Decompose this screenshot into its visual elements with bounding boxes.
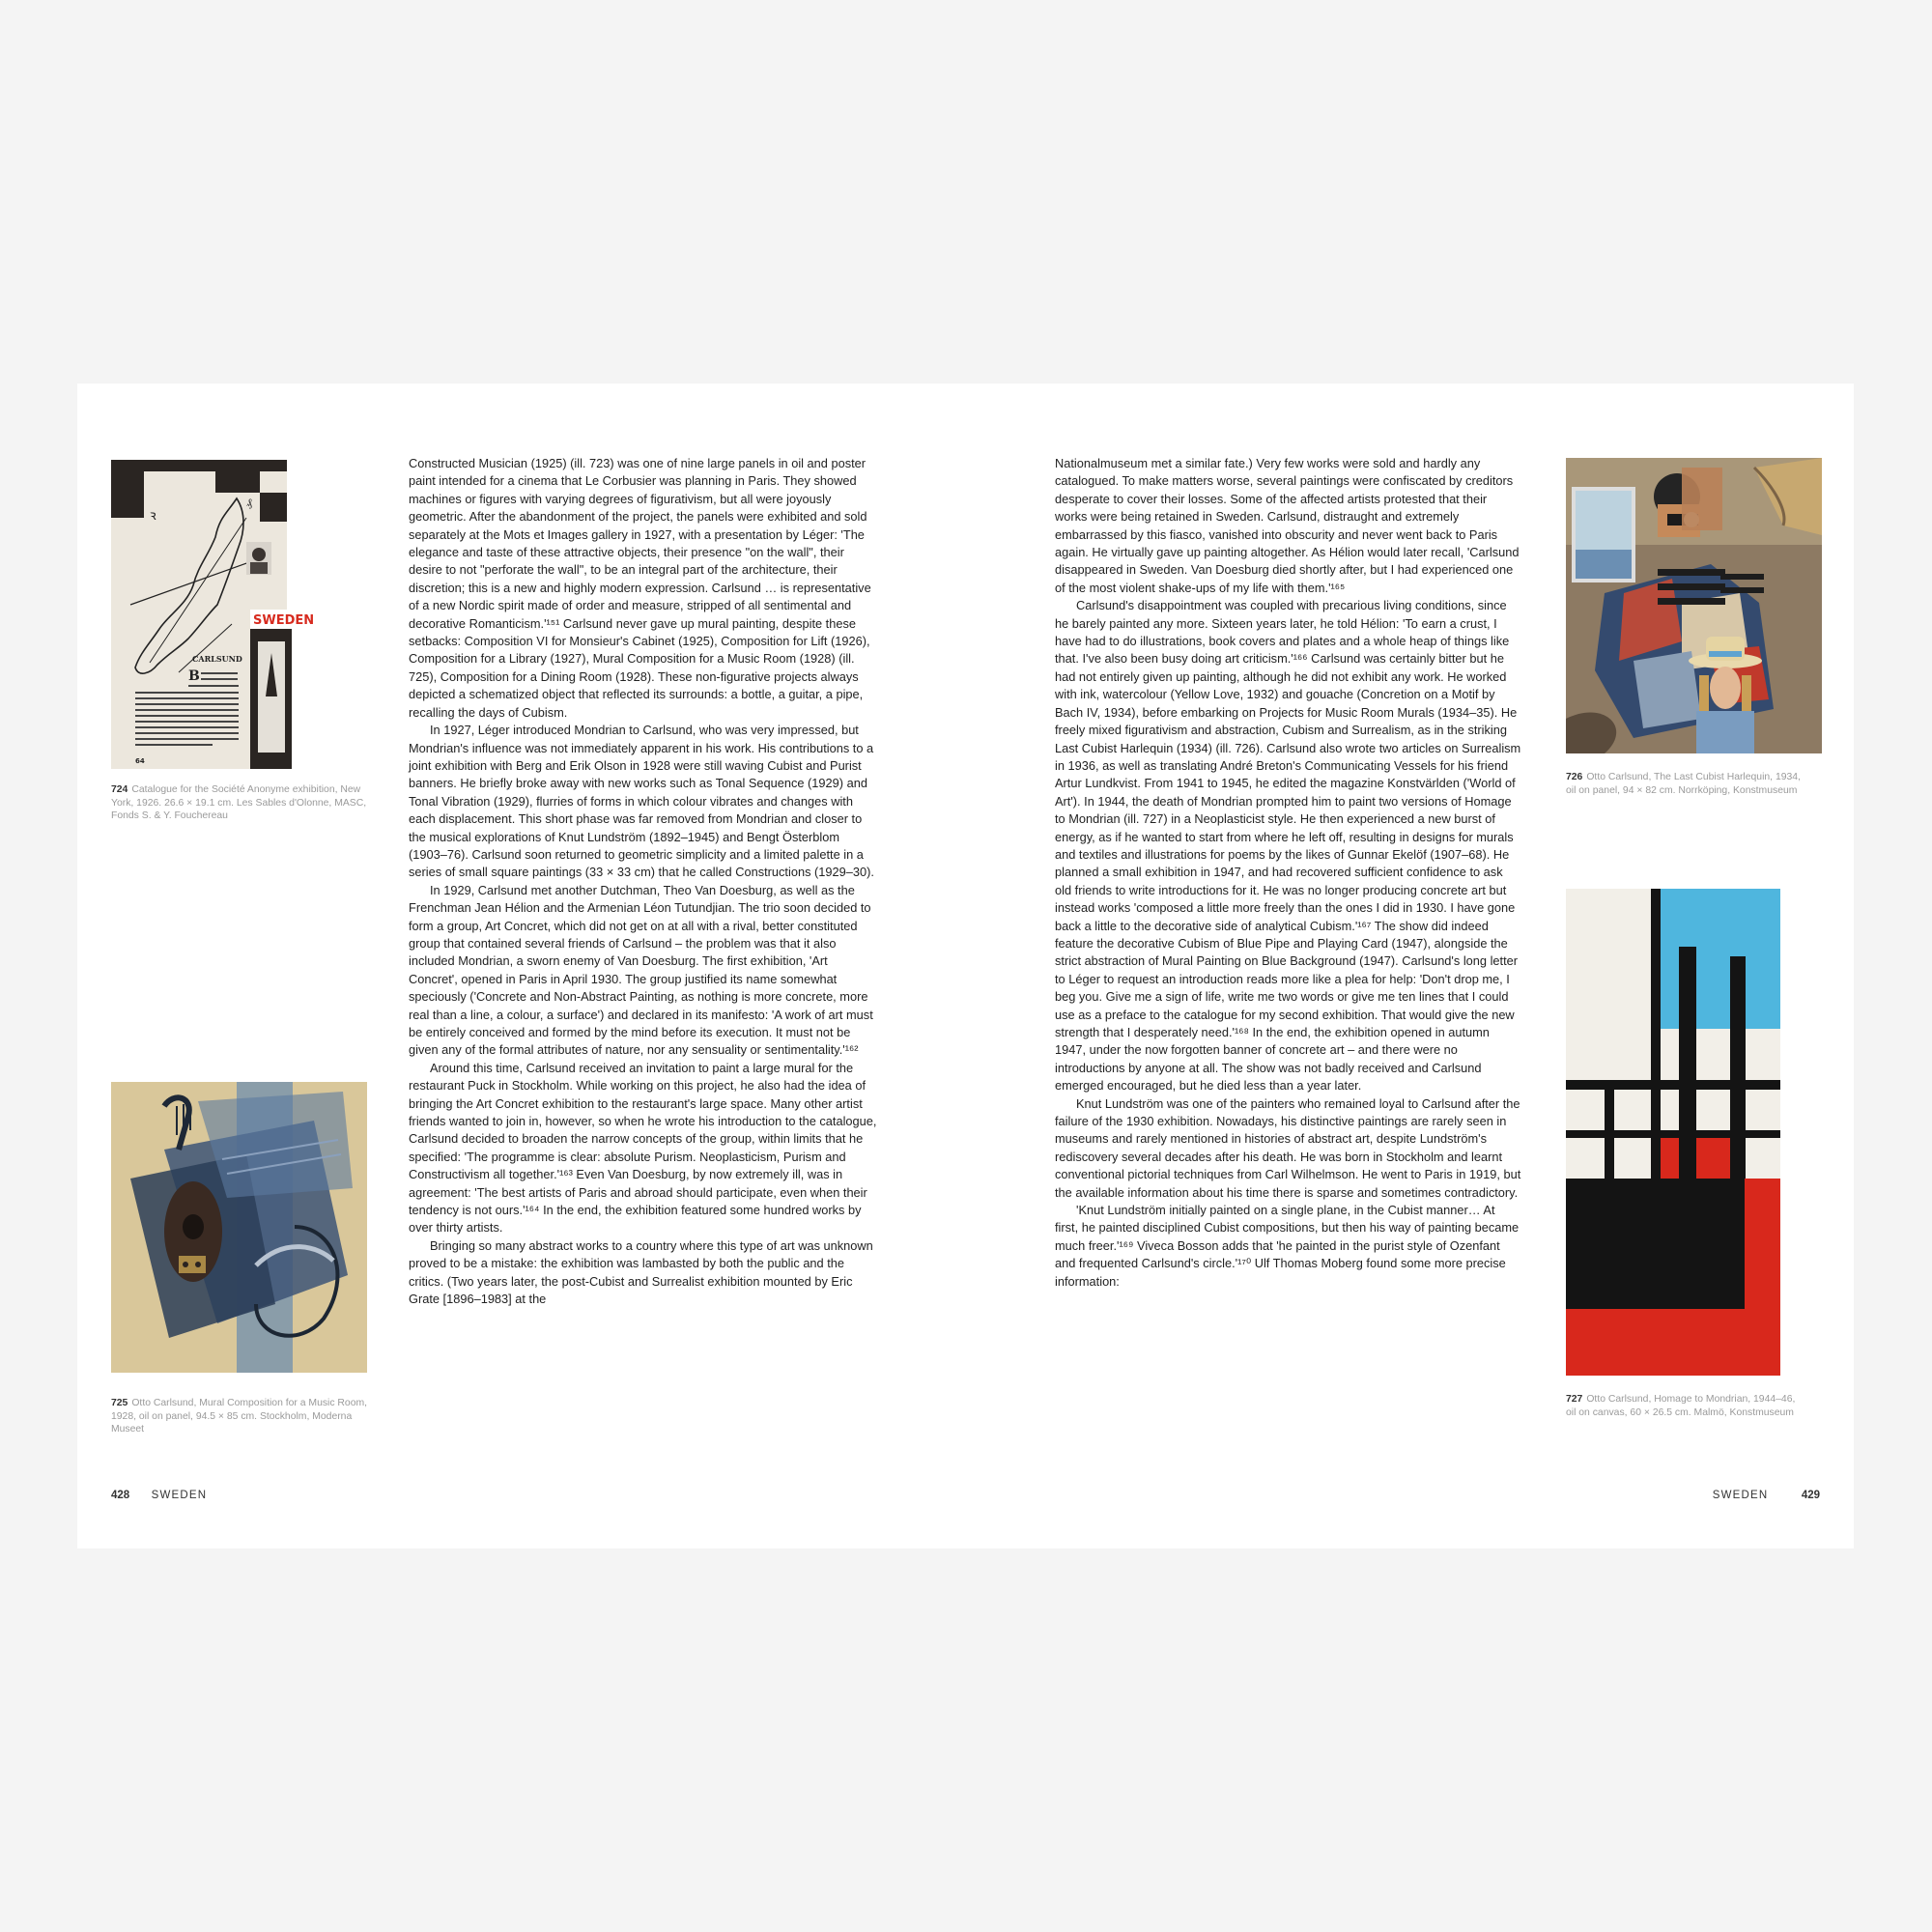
caption-text: Otto Carlsund, The Last Cubist Harlequin, 1934, oil on panel, 94 × 82 cm. Norrköping, Konstmuseum [1566, 772, 1801, 796]
section-name: SWEDEN [1712, 1490, 1769, 1501]
svg-text:₰: ₰ [246, 496, 252, 509]
paragraph: In 1929, Carlsund met another Dutchman, Theo Van Doesburg, as well as the Frenchman Jean Hélion and the Armenian Léon Tutundjian. The trio soon decided to form a group, Art Concret, which did not get on at all with a rival, better constituted group that contained several friends of Carlsund – the problem was that it also included Mondrian, a sworn enemy of Van Doesburg. The first exhibition, 'Art Concret', opened in Paris in April 1930. The group justified its name somewhat speciously ('Concrete and Non-Abstract Painting, as nothing is more concrete, more real than a line, a colour, a surface') and declared in its manifesto: 'A work of art must be entirely conceived and formed by the mind before its execution. It must not be given any of the formal attributes of nature, nor any sensuality or sentimentality.'¹⁶² [409, 882, 873, 1058]
paragraph: 'Knut Lundström initially painted on a single plane, in the Cubist manner… At first, he painted disciplined Cubist compositions, but then his way of painting became much freer.'¹⁶⁹ Viveca Bosson adds that 'he painted in the purist style of Ozenfant and frequented Carlsund's circle.'¹⁷⁰ Ulf Thomas Moberg found some more precise information: [1055, 1203, 1520, 1289]
catalogue-label: CARLSUND [192, 654, 242, 664]
image-724-catalogue [111, 460, 315, 769]
caption-number: 724 [111, 784, 128, 795]
left-folio [111, 1490, 207, 1501]
paragraph: Nationalmuseum met a similar fate.) Very few works were sold and hardly any catalogued. To make matters worse, several paintings were confiscated by creditors desperate to cover their losses. Some of the affected artists protested that their works were being retained in Sweden. Carlsund, distraught and extremely embarrassed by this fiasco, vanished into obscurity and never went back to Paris again. He virtually gave up painting altogether. As Hélion would later recall, 'Carlsund disappeared in Sweden. Van Doesburg died shortly after, but I had experienced one of the most violent shake-ups of my life with them.'¹⁶⁵ [1055, 456, 1520, 595]
paragraph: Constructed Musician (1925) (ill. 723) was one of nine large panels in oil and poster paint intended for a cinema that Le Corbusier was planning in Paris. They showed machines or figures with varying degrees of figurativism, but all were joyously geometric. After the abandonment of the project, the panels were exhibited and sold separately at the Mots et Images gallery in 1927, with a presentation by Léger: 'The elegance and taste of these attractive objects, their presence "on the wall", their desire to not "perforate the wall", to be an integral part of the architecture, their discretion; this is a new and highly modern expression. Carlsund … is representative of a new Nordic spirit made of order and measure, stripped of all sentimental and decorative Romanticism.'¹⁵¹ Carlsund never gave up mural painting, despite these setbacks: Composition VI for Monsieur's Cabinet (1925), Composition for Lift (1926), Composition for a Library (1927), Mural Composition for a Music Room (1928) (ill. 725), Composition for a Dining Room (1928). These non-figurative projects always depicted a schematized object that reflected its surrounds: a bottle, a guitar, a pipe, recalling the days of Cubism. [409, 456, 871, 720]
svg-text:B: B [188, 668, 200, 684]
paragraph: Bringing so many abstract works to a country where this type of art was unknown proved to be a mistake: the exhibition was lambasted by both the public and the critics. (Two years later, the post-Cubist and Surrealist exhibition mounted by Eric Grate [1896–1983] at the [409, 1237, 873, 1307]
svg-text:ꝛ: ꝛ [150, 508, 156, 524]
paragraph: Knut Lundström was one of the painters who remained loyal to Carlsund after the failure of the 1930 exhibition. Nowadays, his distinctive paintings are rarely seen in museums and rarely mentioned in histories of abstract art, despite Lundström's rediscovery several decades after his death. He was born in Stockholm and learnt conventional pictorial techniques from Carl Wilhelmson. He went to Paris in 1919, but the available information about his time there is sparse and sometimes contradictory. [1055, 1095, 1521, 1200]
caption-725 [111, 1397, 370, 1436]
caption-number: 727 [1566, 1394, 1583, 1405]
book-spread [77, 384, 1854, 1548]
caption-text: Otto Carlsund, Homage to Mondrian, 1944–46, oil on canvas, 60 × 26.5 cm. Malmö, Konstmuseum [1566, 1394, 1796, 1418]
caption-number: 726 [1566, 772, 1583, 782]
caption-726 [1566, 771, 1803, 797]
caption-number: 725 [111, 1398, 128, 1408]
page-number: 429 [1801, 1490, 1820, 1501]
catalogue-page-number: 64 [135, 757, 145, 765]
caption-724 [111, 783, 370, 823]
right-text-column [1055, 455, 1521, 1291]
image-725-mural-composition [111, 1082, 367, 1373]
image-727-homage-to-mondrian [1566, 889, 1780, 1376]
right-folio [1713, 1490, 1820, 1501]
catalogue-heading: SWEDEN [253, 613, 315, 628]
image-726-last-cubist-harlequin [1566, 458, 1822, 753]
caption-text: Catalogue for the Société Anonyme exhibition, New York, 1926. 26.6 × 19.1 cm. Les Sables d'Olonne, MASC, Fonds S. & Y. Fouchereau [111, 784, 367, 821]
section-name: SWEDEN [151, 1490, 208, 1501]
page-number: 428 [111, 1490, 130, 1501]
left-text-column [409, 455, 878, 1309]
paragraph: Carlsund's disappointment was coupled with precarious living conditions, since he barely painted any more. Sixteen years later, he told Hélion: 'To earn a crust, I have had to do illustrations, book covers and plates and a whole heap of things like that. I've also been busy doing art criticism.'¹⁶⁶ Carlsund was certainly bitter but he had not entirely given up painting, although he did not exhibit any work. He worked with ink, watercolour (Yellow Love, 1932) and gouache (Concretion on a Motif by Bach IV, 1934), before embarking on Projects for Music Room Murals (1934–35). He freely mixed figurativism and abstraction, Cubism and Surrealism, as in the striking Last Cubist Harlequin (1934) (ill. 726). Carlsund also wrote two articles on Surrealism in 1936, as well as translating André Breton's Communicating Vessels for his friend Artur Lundkvist. From 1941 to 1945, he edited the magazine Konstvärlden ('World of Art'). In 1944, the death of Mondrian prompted him to paint two versions of Homage to Mondrian (ill. 727) in a Neoplasticist style. He then experienced a new burst of energy, as if he wanted to start from where he left off, resulting in designs for murals and textiles and illustrations for poems by the likes of Gunnar Ekelöf (1907–68). He planned a small exhibition in 1947, and had recovered sufficient confidence to ask old friends to write introductions for it. He was no longer producing concrete art but instead works 'composed a little more freely than the ones I did in 1930. I have gone back a little to the decorative side of analytical Cubism.'¹⁶⁷ The show did indeed feature the decorative Cubism of Blue Pipe and Playing Card (1947), alongside the strict abstraction of Mural Painting on Blue Background (1947). Carlsund's long letter to Léger to request an introduction reads more like a plea for help: 'Don't drop me, I beg you. Give me a sign of life, write me two words or give me ten lines that I could use as a preface to the catalogue for my second exhibition. That would give the new strength that I desperately need.'¹⁶⁸ In the end, the exhibition opened in autumn 1947, under the now forgotten banner of concrete art – and there were no introductions by anyone at all. The show was not badly received and Carlsund emerged encouraged, but he died less than a year later. [1055, 598, 1521, 1094]
paragraph: Around this time, Carlsund received an invitation to paint a large mural for the restaurant Puck in Stockholm. While working on this project, he also had the idea of bringing the Art Concret exhibition to the restaurant's large space. Many other artist friends wanted to join in, however, so when he wrote his introduction to the catalogue, Carlsund decided to broaden the narrow concepts of the group, within limits that he specified: 'The programme is clear: absolute Purism. Neoplasticism, Purism and Constructivism all together.'¹⁶³ Even Van Doesburg, by now extremely ill, was in agreement: 'The best artists of Paris and abroad should participate, even when their tendency is not ours.'¹⁶⁴ In the end, the exhibition featured some hundred works by over thirty artists. [409, 1060, 877, 1236]
paragraph: In 1927, Léger introduced Mondrian to Carlsund, who was very impressed, but Mondrian's influence was not immediately apparent in his work. His contributions to a joint exhibition with Berg and Erik Olson in 1928 were still waving Cubist and Purist banners. He briefly broke away with new works such as Tonal Sequence (1929) and Tonal Vibration (1929), flurries of forms in which colour vibrates and changes with each displacement. This short phase was far removed from Mondrian and closer to the musical explorations of Knut Lundström (1892–1945) and Bengt Österblom (1903–76). Carlsund soon returned to geometric simplicity and a limited palette in a series of small square paintings (33 × 33 cm) that he called Constructions (1929–30). [409, 723, 874, 880]
caption-727 [1566, 1393, 1803, 1419]
caption-text: Otto Carlsund, Mural Composition for a Music Room, 1928, oil on panel, 94.5 × 85 cm. Stockholm, Moderna Museet [111, 1398, 368, 1435]
